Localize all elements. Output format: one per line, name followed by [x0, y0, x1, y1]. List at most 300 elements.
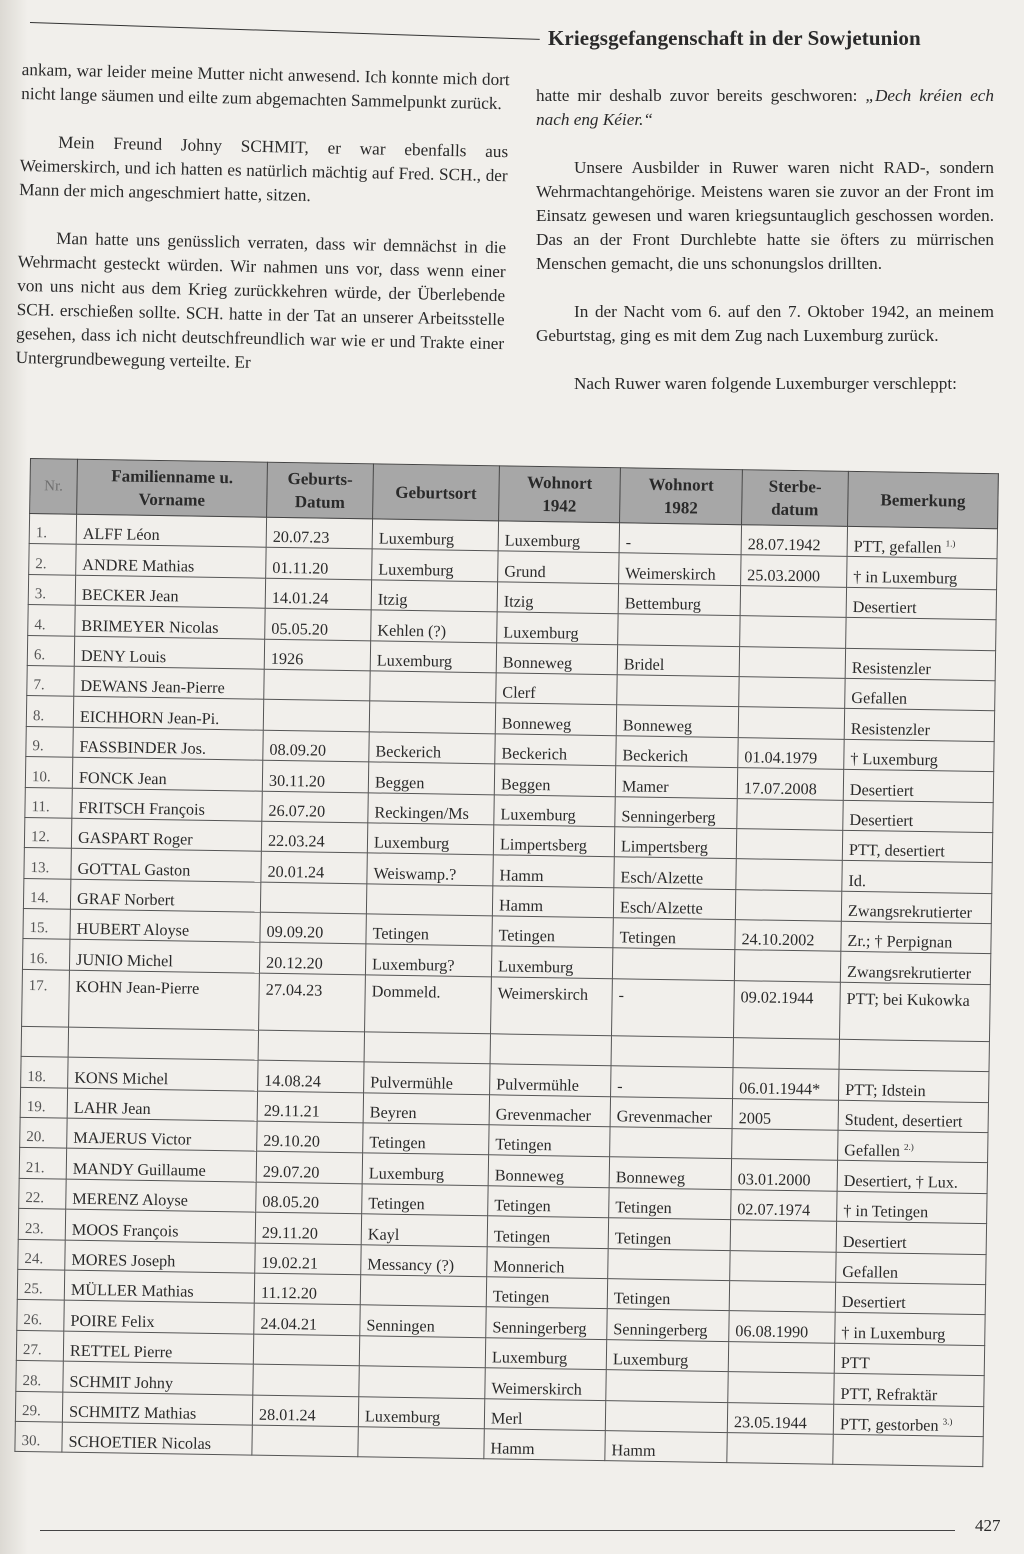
cell-residence-1942-text: Hamm [490, 1439, 535, 1459]
cell-residence-1942-text: Itzig [503, 592, 534, 612]
cell-nr [15, 1391, 62, 1422]
page-number: 427 [975, 1516, 1001, 1535]
cell-name-text: LAHR Jean [73, 1098, 151, 1119]
cell-birth-date [263, 700, 369, 732]
dialect-quote: „Dech kréien ech nach eng Kéier.“ [536, 86, 994, 129]
cell-birth-date [261, 821, 367, 853]
cell-birthplace-text: Luxemburg [364, 1407, 441, 1427]
cell-residence-1942 [487, 1246, 608, 1278]
cell-residence-1942-text: Senningerberg [492, 1318, 587, 1338]
cell-birth-date-text: 22.03.24 [267, 832, 325, 851]
cell-residence-1942 [486, 1277, 607, 1309]
cell-birthplace-text: Luxemburg [368, 1164, 445, 1184]
cell-residence-1942 [494, 794, 615, 826]
cell-nr-text: 24. [24, 1250, 44, 1268]
cell-nr [28, 605, 75, 636]
cell-remark [843, 800, 993, 833]
cell-remark [834, 1343, 984, 1376]
cell-death-date [735, 889, 841, 921]
cell-residence-1982 [611, 1036, 733, 1068]
table-body [15, 514, 998, 1467]
cell-remark [842, 830, 992, 863]
cell-residence-1982 [619, 553, 741, 585]
cell-name-text: MÜLLER Mathias [70, 1281, 194, 1302]
cell-birth-date [253, 1334, 359, 1366]
cell-remark [846, 618, 996, 651]
cell-remark-text: † in Luxemburg [841, 1323, 946, 1344]
cell-death-date [741, 525, 847, 557]
cell-death-date [736, 859, 842, 891]
cell-nr [17, 1269, 64, 1300]
cell-name-text: MOOS François [71, 1220, 179, 1241]
footnote-marker: 2.) [903, 1141, 914, 1152]
cell-remark [842, 861, 992, 894]
cell-birthplace [372, 519, 498, 551]
cell-name-text: EICHHORN Jean-Pi. [79, 707, 220, 728]
cell-birthplace [371, 580, 497, 612]
cell-residence-1942 [495, 703, 616, 735]
cell-name-text: ALFF Léon [82, 525, 160, 545]
cell-birth-date-text: 01.11.20 [272, 558, 329, 578]
cell-name [68, 1057, 258, 1090]
cell-residence-1982 [615, 766, 737, 798]
cell-birth-date [257, 1091, 363, 1123]
cell-birthplace-text: Dommeld. [371, 982, 441, 1002]
cell-nr [28, 574, 75, 605]
cell-birth-date [254, 1273, 360, 1305]
cell-death-date [739, 677, 845, 709]
cell-remark [847, 557, 997, 590]
cell-name [73, 727, 263, 760]
deportees-table [14, 458, 998, 1467]
cell-residence-1942-text: Bonneweg [501, 714, 572, 734]
cell-nr [16, 1330, 63, 1361]
cell-birthplace [363, 1092, 489, 1124]
left-paragraph-3: Man hatte uns genüsslich verraten, dass wir demnächst in die Wehrmacht gesteckt würden. Wir nahmen uns vor, dass wenn einer von uns nicht aus dem Krieg zurückkehren würde, der Überlebende SCH. erschießen sollte. SCH. hatte in der Tat an unserer Arbeitsstelle gesehen, dass ich nicht deutschfreundlich war wie er und Trakte einer Untergrundbewegung verteilte. Er [15, 228, 507, 372]
cell-birth-date-text: 20.12.20 [265, 953, 323, 973]
cell-residence-1982 [612, 948, 734, 980]
cell-death-date [737, 798, 843, 830]
footer-rule [40, 1530, 955, 1531]
cell-name-text: SCHMIT Johny [69, 1372, 174, 1392]
cell-death-date [733, 1037, 839, 1069]
cell-name [76, 545, 266, 578]
cell-residence-1982 [617, 644, 739, 676]
cell-residence-1942 [485, 1338, 606, 1370]
cell-residence-1942-text: Weimerskirch [497, 984, 589, 1004]
cell-name [72, 788, 262, 821]
cell-nr [21, 1026, 68, 1057]
cell-residence-1942-text: Luxemburg [500, 805, 576, 825]
cell-birth-date-text: 20.07.23 [272, 528, 330, 548]
cell-remark-text: PTT [840, 1354, 870, 1373]
cell-death-date-text: 17.07.2008 [743, 778, 817, 798]
cell-birthplace [371, 610, 497, 642]
cell-residence-1942-text: Merl [490, 1409, 523, 1428]
cell-birth-date-text: 20.01.24 [267, 862, 325, 882]
cell-residence-1982-text: - [625, 533, 632, 552]
cell-nr-text: 27. [22, 1342, 42, 1359]
cell-residence-1942 [485, 1368, 606, 1400]
cell-name [66, 1179, 256, 1212]
cell-residence-1942 [487, 1216, 608, 1248]
cell-birthplace-text: Beyren [369, 1103, 417, 1123]
right-paragraph-1 [536, 84, 994, 132]
cell-residence-1982 [614, 827, 736, 859]
cell-residence-1942-text: Grevenmacher [495, 1105, 592, 1125]
cell-birthplace [359, 1366, 485, 1398]
cell-remark-text: PTT, gestorben [839, 1414, 939, 1435]
cell-name [65, 1209, 255, 1242]
cell-death-date [729, 1311, 835, 1343]
cell-death-date [727, 1402, 833, 1434]
cell-birth-date [262, 791, 368, 823]
cell-name [69, 940, 259, 973]
cell-name-text: DEWANS Jean-Pierre [80, 677, 225, 698]
header-residence-1982 [620, 468, 743, 525]
cell-nr-text: 12. [30, 829, 50, 846]
cell-residence-1942 [486, 1307, 607, 1339]
cell-remark-text: Desertiert [841, 1293, 906, 1313]
cell-birth-date-text: 24.04.21 [260, 1314, 318, 1334]
cell-birth-date-text: 26.07.20 [268, 801, 326, 821]
cell-residence-1942-text: Beggen [500, 774, 551, 794]
cell-remark [841, 921, 991, 954]
header-birthplace: Geburtsort [373, 464, 500, 521]
cell-name-text: DENY Louis [80, 646, 167, 667]
cell-birth-date [264, 669, 370, 701]
running-head: Kriegsgefangenschaft in der Sowjetunion [548, 26, 921, 50]
header-birth-line-2: Datum [294, 492, 346, 512]
cell-residence-1982 [617, 675, 739, 707]
header-birth-line-1: Geburts- [287, 469, 353, 490]
cell-remark-text: PTT, Refraktär [840, 1384, 938, 1404]
cell-birthplace [365, 944, 491, 976]
cell-residence-1942 [489, 1125, 610, 1157]
cell-birthplace [366, 914, 492, 946]
cell-nr [22, 969, 70, 1027]
cell-name [72, 757, 262, 790]
cell-residence-1942 [492, 916, 613, 948]
cell-remark [833, 1404, 983, 1437]
cell-birth-date [263, 730, 369, 762]
cell-residence-1982 [608, 1218, 730, 1250]
cell-residence-1982-text: Beckerich [622, 746, 689, 766]
cell-residence-1942 [493, 825, 614, 857]
cell-nr-text: 23. [24, 1220, 44, 1237]
cell-nr-text: 22. [25, 1190, 45, 1207]
cell-residence-1942 [498, 551, 619, 583]
cell-nr [26, 726, 73, 757]
cell-birthplace [366, 884, 492, 916]
cell-birthplace [370, 671, 496, 703]
cell-nr-text: 16. [29, 950, 49, 968]
cell-residence-1982-text: Esch/Alzette [619, 898, 703, 918]
cell-birthplace-text: Pulvermühle [370, 1073, 454, 1093]
cell-death-date-text: 06.01.1944* [739, 1078, 821, 1099]
cell-name-text: BRIMEYER Nicolas [81, 616, 219, 637]
cell-remark [844, 709, 994, 742]
cell-residence-1942 [495, 734, 616, 766]
cell-residence-1982 [618, 584, 740, 616]
cell-nr-text: 15. [29, 920, 49, 937]
cell-nr [16, 1361, 63, 1392]
cell-birth-date [264, 639, 370, 671]
cell-birth-date-text: 29.11.20 [261, 1223, 319, 1243]
cell-name-text: SCHMITZ Mathias [68, 1402, 197, 1423]
cell-name [65, 1240, 255, 1273]
cell-name [75, 605, 265, 638]
cell-residence-1982 [609, 1187, 731, 1219]
cell-death-date [736, 829, 842, 861]
cell-remark-text: † in Tetingen [843, 1202, 929, 1222]
cell-remark [847, 526, 997, 559]
cell-name-text: GOTTAL Gaston [77, 859, 191, 880]
cell-birthplace [360, 1305, 486, 1337]
cell-residence-1982 [606, 1370, 728, 1402]
cell-death-date [730, 1220, 836, 1252]
cell-residence-1942-text: Hamm [498, 896, 544, 916]
cell-nr-text: 8. [32, 707, 45, 724]
header-w82-line-1: Wohnort [648, 474, 714, 495]
cell-residence-1942 [496, 642, 617, 674]
cell-residence-1982-text: Bettemburg [624, 594, 702, 614]
cell-name [64, 1270, 254, 1303]
cell-residence-1942-text: Luxemburg [503, 623, 579, 643]
cell-name [74, 636, 264, 669]
cell-birthplace-text: Senningen [366, 1316, 435, 1336]
cell-remark-text: Id. [848, 871, 867, 890]
cell-residence-1982-text: Hamm [611, 1441, 656, 1461]
cell-birthplace-text: Luxemburg [373, 833, 450, 853]
cell-remark-text: Zwangsrekrutierter [846, 962, 972, 983]
cell-residence-1942 [488, 1186, 609, 1218]
cell-nr [18, 1239, 65, 1270]
cell-death-date-text: 03.01.2000 [737, 1170, 811, 1190]
cell-residence-1982-text: Bonneweg [622, 716, 693, 736]
cell-nr-text: 30. [21, 1433, 41, 1450]
cell-nr-text: 2. [35, 555, 47, 573]
cell-nr-text: 25. [23, 1281, 43, 1298]
cell-residence-1982 [613, 918, 735, 950]
cell-remark-text: Desertiert [849, 780, 914, 800]
cell-birthplace [365, 975, 492, 1034]
cell-remark-text: Desertiert, † Lux. [843, 1171, 959, 1192]
header-rule [30, 22, 540, 40]
cell-death-date [728, 1341, 834, 1373]
cell-nr [23, 878, 70, 909]
cell-remark [835, 1313, 985, 1346]
cell-birth-date [256, 1152, 362, 1184]
cell-birth-date-text: 14.08.24 [264, 1071, 322, 1091]
cell-death-date [731, 1159, 837, 1191]
cell-birthplace [364, 1032, 490, 1064]
cell-name [70, 879, 260, 912]
cell-residence-1942-text: Tetingen [495, 1135, 552, 1155]
cell-birth-date [261, 851, 367, 883]
cell-birthplace [372, 549, 498, 581]
cell-nr-text: 26. [23, 1311, 43, 1329]
cell-death-date [732, 1098, 838, 1130]
cell-birthplace-text: Beckerich [375, 742, 442, 762]
cell-birthplace-text: Tetingen [369, 1133, 426, 1153]
cell-nr [15, 1421, 62, 1452]
cell-birth-date [258, 1060, 364, 1092]
left-text-column [15, 58, 509, 380]
cell-residence-1982-text: Bridel [623, 655, 665, 674]
cell-residence-1982-text: Bonneweg [615, 1168, 686, 1188]
cell-death-date-text: 01.04.1979 [744, 748, 818, 768]
cell-death-date [738, 737, 844, 769]
cell-birthplace [369, 701, 495, 733]
cell-residence-1942 [484, 1429, 605, 1461]
cell-nr [19, 1148, 66, 1179]
cell-residence-1942-text: Monnerich [493, 1257, 565, 1277]
cell-nr-text: 19. [26, 1099, 46, 1116]
cell-birth-date [252, 1425, 358, 1457]
cell-birth-date [266, 517, 372, 549]
cell-residence-1982 [605, 1431, 727, 1463]
cell-nr-text: 20. [26, 1129, 46, 1146]
footnote-marker: 1.) [945, 538, 956, 549]
cell-nr [29, 544, 76, 575]
right-paragraph-1-text: hatte mir deshalb zuvor bereits geschworen: [536, 86, 866, 105]
cell-residence-1942-text: Tetingen [498, 926, 556, 946]
cell-residence-1982 [606, 1339, 728, 1371]
cell-residence-1942 [493, 855, 614, 887]
cell-residence-1982 [616, 735, 738, 767]
cell-residence-1982 [613, 887, 735, 919]
cell-name [62, 1422, 252, 1455]
cell-remark-text: Gefallen [844, 1141, 901, 1161]
cell-birth-date [260, 912, 366, 944]
cell-death-date-text: 02.07.1974 [737, 1200, 811, 1220]
cell-birthplace-text: Luxemburg [378, 560, 454, 580]
header-w42-line-1: Wohnort [526, 472, 593, 493]
cell-birth-date [259, 943, 365, 975]
cell-birth-date-text: 05.05.20 [271, 619, 329, 639]
cell-name-text: MERENZ Aloyse [72, 1189, 189, 1210]
cell-remark [845, 648, 995, 681]
cell-birth-date [259, 973, 366, 1032]
cell-name-text: FRITSCH François [78, 798, 206, 819]
cell-nr [27, 635, 74, 666]
cell-residence-1982 [616, 705, 738, 737]
cell-remark-text: Zr.; † Perpignan [847, 932, 953, 953]
cell-remark [839, 982, 990, 1041]
cell-birth-date [255, 1212, 361, 1244]
cell-remark-text: † in Luxemburg [853, 567, 958, 588]
cell-residence-1942-text: Tetingen [494, 1196, 551, 1216]
cell-remark-text: † Luxemburg [850, 750, 938, 770]
cell-birthplace-text: Itzig [377, 590, 408, 610]
cell-residence-1982-text: Senningerberg [613, 1320, 708, 1340]
cell-death-date [733, 980, 840, 1039]
cell-birth-date-text: 29.11.21 [263, 1101, 320, 1121]
header-nr: Nr. [30, 459, 78, 515]
cell-birth-date [252, 1395, 358, 1427]
cell-residence-1982 [607, 1279, 729, 1311]
cell-birthplace [367, 853, 493, 885]
cell-remark-text: Desertiert [852, 598, 917, 618]
cell-birth-date [255, 1243, 361, 1275]
cell-death-date [727, 1433, 833, 1465]
cell-name-text: SCHOETIER Nicolas [68, 1433, 212, 1454]
cell-remark-text: Desertiert [849, 810, 914, 830]
cell-death-date [739, 646, 845, 678]
cell-residence-1942 [490, 1064, 611, 1096]
cell-birth-date-text: 19.02.21 [261, 1253, 319, 1273]
cell-residence-1942-text: Weimerskirch [491, 1378, 582, 1399]
cell-residence-1982-text: Esch/Alzette [620, 868, 704, 888]
cell-remark-text: Student, desertiert [844, 1110, 963, 1131]
cell-death-date-text: 23.05.1944 [733, 1413, 807, 1433]
cell-birth-date-text: 30.11.20 [268, 771, 326, 791]
cell-name [63, 1361, 253, 1394]
cell-birthplace [358, 1427, 484, 1459]
cell-nr-text: 4. [34, 616, 46, 633]
cell-name-text: KOHN Jean-Pierre [75, 977, 200, 998]
cell-birth-date-text: 11.12.20 [260, 1284, 318, 1303]
cell-remark [839, 1070, 989, 1103]
cell-birthplace [360, 1275, 486, 1307]
cell-remark [836, 1252, 986, 1285]
cell-name [74, 666, 264, 699]
cell-birth-date-text: 08.05.20 [262, 1192, 320, 1212]
cell-nr-text: 29. [21, 1402, 41, 1420]
cell-residence-1982-text: Limpertsberg [620, 837, 709, 857]
cell-nr [23, 909, 70, 940]
cell-residence-1942-text: Beckerich [501, 744, 568, 764]
cell-nr [20, 1117, 67, 1148]
cell-remark [834, 1373, 984, 1406]
cell-residence-1942 [484, 1398, 605, 1430]
cell-nr-text: 9. [32, 738, 44, 755]
cell-residence-1982 [611, 979, 734, 1038]
cell-birthplace-text: Luxemburg [376, 651, 453, 671]
cell-residence-1982 [615, 796, 737, 828]
cell-birth-date-text: 14.01.24 [271, 588, 329, 608]
cell-birthplace-text: Tetingen [372, 924, 430, 944]
cell-birthplace-text: Weiswamp.? [373, 864, 457, 884]
cell-name [68, 1027, 258, 1060]
cell-residence-1982 [605, 1400, 727, 1432]
cell-birthplace-text: Luxemburg [378, 529, 455, 550]
cell-name [70, 909, 260, 942]
cell-residence-1982 [608, 1248, 730, 1280]
cell-name-text: FONCK Jean [78, 768, 167, 788]
cell-nr [24, 848, 71, 879]
cell-birthplace-text: Tetingen [368, 1194, 425, 1214]
cell-name [62, 1392, 252, 1425]
right-text-column [536, 84, 994, 396]
cell-birth-date-text: 27.04.23 [265, 980, 323, 1000]
cell-name-text: HUBERT Aloyse [76, 920, 190, 941]
cell-name-text: GRAF Norbert [76, 889, 175, 910]
cell-birthplace-text: Reckingen/Ms [374, 803, 470, 823]
cell-residence-1942 [488, 1155, 609, 1187]
cell-remark-text: PTT; Idstein [845, 1080, 926, 1100]
cell-nr [26, 696, 73, 727]
cell-birth-date [254, 1304, 360, 1336]
cell-death-date [728, 1372, 834, 1404]
cell-remark [838, 1130, 988, 1163]
cell-remark [835, 1282, 985, 1315]
cell-birthplace-text: Beggen [374, 772, 425, 792]
cell-birthplace [361, 1214, 487, 1246]
cell-birth-date [256, 1182, 362, 1214]
deportees-table-wrapper [14, 458, 997, 1467]
